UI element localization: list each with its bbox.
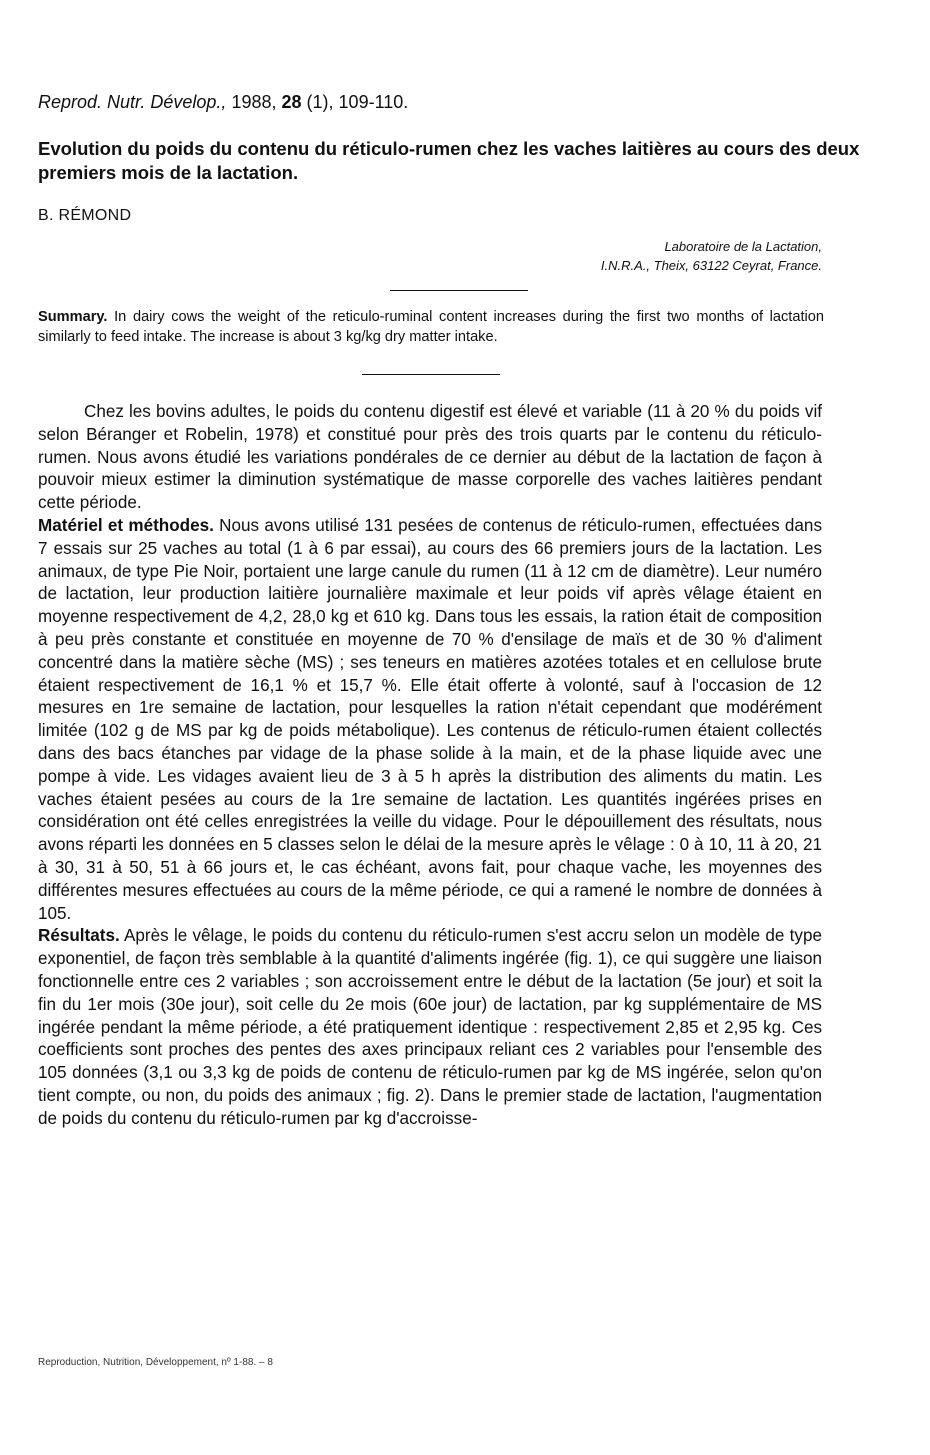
divider-bottom (362, 374, 500, 375)
journal-reference (38, 92, 408, 113)
methods-label: Matériel et méthodes. (38, 515, 214, 535)
page-footer: Reproduction, Nutrition, Développement, nº 1-88. – 8 (38, 1357, 273, 1368)
results-text: Après le vêlage, le poids du contenu du réticulo-rumen s'est accru selon un modèle de type exponentiel, de façon très semblable à la quantité d'aliments ingérée (fig. 1), ce qui suggère une liaison fonctionnelle entre ces 2 variables ; son accroissement entre le début de la lactation (5e jour) et soit la fin du 1er mois (30e jour), soit celle du 2e mois (60e jour) de lactation, par kg supplémentaire de MS ingérée pendant la même période, a été pratiquement identique : respectivement 2,85 et 2,95 kg. Ces coefficients sont proches des pentes des axes principaux reliant ces 2 variables pour l'ensemble des 105 données (3,1 ou 3,3 kg de poids de contenu de réticulo-rumen par kg de MS ingérée, selon qu'on tient compte, ou non, du poids des animaux ; fig. 2). Dans le premier stade de lactation, l'augmentation de poids du contenu du réticulo-rumen par kg d'accroisse- (38, 926, 822, 1128)
article-body (38, 401, 822, 1131)
journal-issue-pages: (1), 109-110. (306, 92, 409, 112)
intro-paragraph: Chez les bovins adultes, le poids du contenu digestif est élevé et variable (11 à 20 % du poids vif selon Béranger et Robelin, 1978) et constitué pour près des trois quarts par le contenu du réticulo-rumen. Nous avons étudié les variations pondérales de ce dernier au début de la lactation de façon à pouvoir mieux estimer la diminution systématique de masse corporelle des vaches laitières pendant cette période. (38, 402, 822, 513)
results-label: Résultats. (38, 926, 120, 946)
author: B. RÉMOND (38, 207, 132, 224)
methods-text: Nous avons utilisé 131 pesées de contenus de réticulo-rumen, effectuées dans 7 essais sur 25 vaches au total (1 à 6 par essai), au cours des 66 premiers jours de la lactation. Les animaux, de type Pie Noir, portaient une large canule du rumen (11 à 12 cm de diamètre). Leur numéro de lactation, leur production laitière journalière maximale et leur poids vif après vêlage étaient en moyenne respectivement de 4,2, 28,0 kg et 610 kg. Dans tous les essais, la ration était de composition à peu près constante et constituée en moyenne de 70 % d'ensilage de maïs et de 30 % d'aliment concentré dans la matière sèche (MS) ; ses teneurs en matières azotées totales et en cellulose brute étaient respectivement de 16,1 % et 15,7 %. Elle était offerte à volonté, sauf à l'occasion de 12 mesures en 1re semaine de lactation, pour lesquelles la ration n'était cependant que modérément limitée (102 g de MS par kg de poids métabolique). Les contenus de réticulo-rumen étaient collectés dans des bacs étanches par vidage de la phase solide à la main, et de la phase liquide avec une pompe à vide. Les vidages avaient lieu de 3 à 5 h après la distribution des aliments du matin. Les vaches étaient pesées au cours de la 1re semaine de lactation. Les quantités ingérées prises en considération ont été celles enregistrées la veille du vidage. Pour le dépouillement des résultats, nous avons réparti les données en 5 classes selon le délai de la mesure après le vêlage : 0 à 10, 11 à 20, 21 à 30, 31 à 50, 51 à 66 jours et, le cas échéant, avons fait, pour chaque vache, les moyennes des différentes mesures effectuées au cours de la même période, ce qui a ramené le nombre de données à 105. (38, 515, 822, 923)
affiliation (601, 237, 822, 275)
results-paragraph (38, 925, 822, 1130)
journal-year: 1988, (231, 92, 277, 112)
summary (38, 307, 824, 347)
article-title: Evolution du poids du contenu du réticulo-rumen chez les vaches laitières au cours des deux premiers mois de la lactation. (38, 138, 860, 183)
summary-text: In dairy cows the weight of the reticulo-ruminal content increases during the first two months of lactation similarly to feed intake. The increase is about 3 kg/kg dry matter intake. (38, 309, 824, 345)
summary-label: Summary. (38, 309, 108, 325)
divider-top (390, 290, 528, 291)
methods-paragraph (38, 515, 822, 925)
affiliation-line-1: Laboratoire de la Lactation, (664, 239, 822, 254)
journal-volume: 28 (281, 92, 302, 112)
journal-abbrev: Reprod. Nutr. Dévelop., (38, 92, 227, 112)
affiliation-line-2: I.N.R.A., Theix, 63122 Ceyrat, France. (600, 258, 822, 273)
